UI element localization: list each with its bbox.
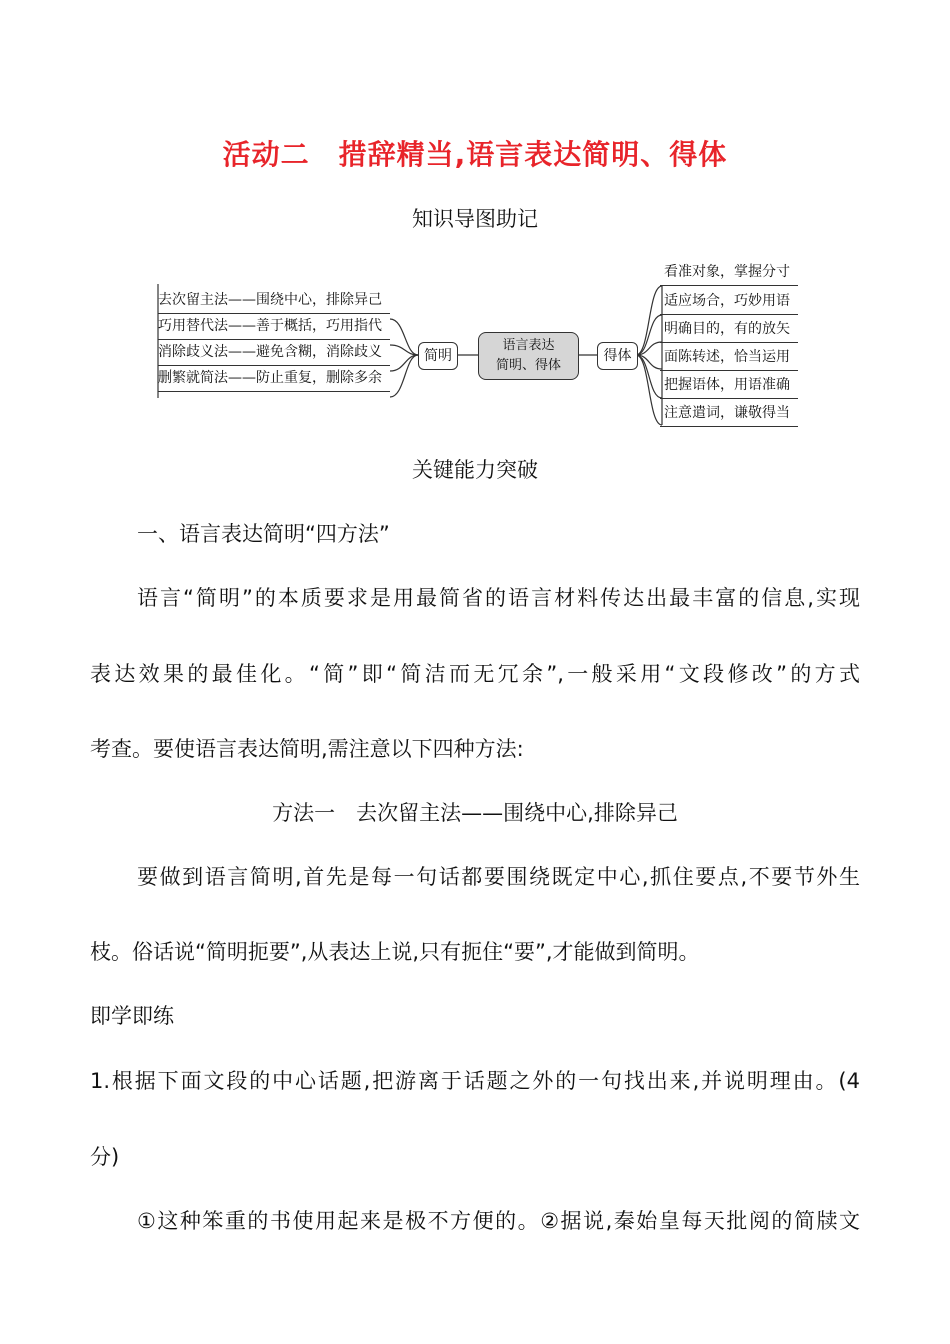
paragraph-line: 枝。俗话说“简明扼要”,从表达上说,只有扼住“要”,才能做到简明。: [90, 940, 700, 964]
section-heading: 一、语言表达简明“四方法”: [137, 522, 390, 546]
mind-map-node-appropriate: 得体: [597, 342, 638, 370]
paragraph-line: 表达效果的最佳化。“简”即“简洁而无冗余”,一般采用“文段修改”的方式: [90, 662, 860, 686]
key-ability-heading: 关键能力突破: [412, 458, 538, 482]
knowledge-map-heading: 知识导图助记: [412, 207, 538, 231]
practice-label: 即学即练: [90, 1004, 174, 1028]
mind-map-right-item: 适应场合，巧妙用语: [660, 288, 798, 315]
question-line: 1.根据下面文段的中心话题,把游离于话题之外的一句找出来,并说明理由。(4: [90, 1069, 860, 1093]
mind-map-right-item: 面陈转述，恰当运用: [660, 344, 798, 371]
paragraph-line: 语言“简明”的本质要求是用最简省的语言材料传达出最丰富的信息,实现: [137, 586, 860, 610]
mind-map-left-item: 去次留主法——围绕中心，排除异己: [158, 287, 390, 314]
mind-map-right-item: 把握语体，用语准确: [660, 372, 798, 399]
paragraph-line: 要做到语言简明,首先是每一句话都要围绕既定中心,抓住要点,不要节外生: [137, 865, 860, 889]
paragraph-line: 考查。要使语言表达简明,需注意以下四种方法:: [90, 737, 524, 761]
mind-map-node-concise: 简明: [418, 342, 458, 370]
question-line: 分): [90, 1145, 120, 1169]
mind-map-left-item: 删繁就简法——防止重复，删除多余: [158, 365, 390, 392]
mind-map-right-item: 明确目的，有的放矢: [660, 316, 798, 343]
mind-map-right-item: 注意遣词，谦敬得当: [660, 400, 798, 427]
mind-map-right-item: 看准对象，掌握分寸: [660, 259, 798, 286]
method-heading: 方法一 去次留主法——围绕中心,排除异己: [272, 801, 678, 825]
mind-map-connectors: [0, 0, 950, 440]
mind-map-center-node: [478, 332, 579, 380]
mind-map-center-line1: 语言表达: [502, 338, 555, 353]
mind-map-left-item: 消除歧义法——避免含糊，消除歧义: [158, 339, 390, 366]
mind-map: [0, 0, 950, 440]
passage-line: ①这种笨重的书使用起来是极不方便的。②据说,秦始皇每天批阅的简牍文: [137, 1209, 860, 1233]
mind-map-left-item: 巧用替代法——善于概括，巧用指代: [158, 313, 390, 340]
page-title: 活动二 措辞精当,语言表达简明、得体: [222, 138, 728, 171]
mind-map-center-line2: 简明、得体: [495, 358, 561, 373]
